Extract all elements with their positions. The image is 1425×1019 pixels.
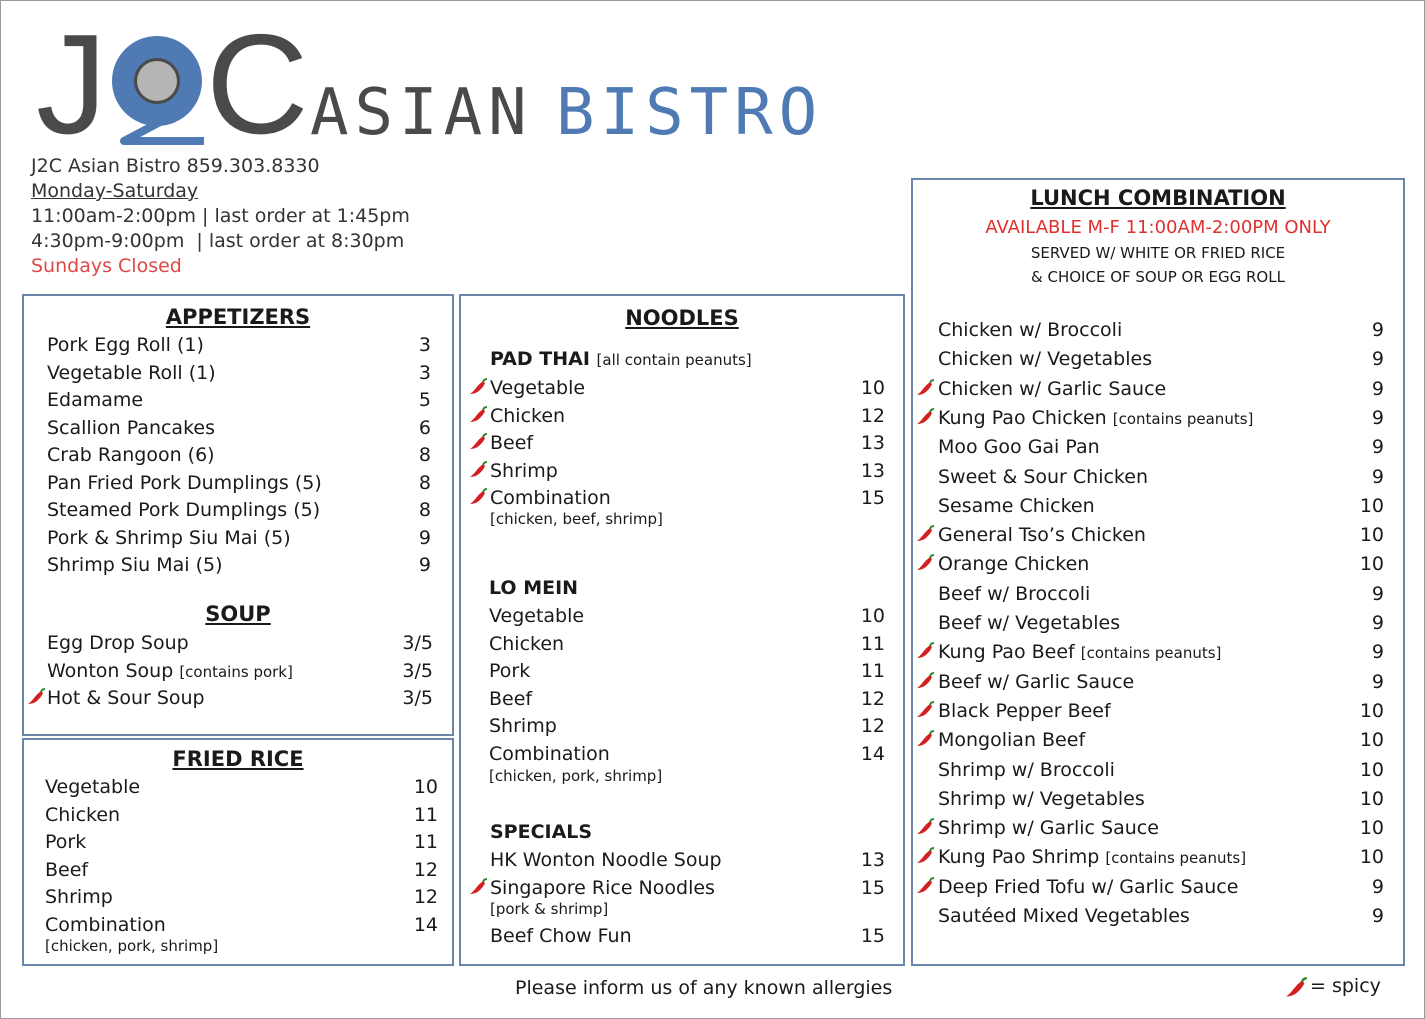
menu-item-price: 12 <box>413 886 438 908</box>
menu-item-name: Sautéed Mixed Vegetables <box>938 905 1190 927</box>
menu-item <box>938 788 1145 810</box>
menu-item <box>45 859 88 881</box>
chili-pepper-icon <box>1284 977 1310 999</box>
chili-pepper-icon <box>916 408 936 426</box>
pad-thai-note: [all contain peanuts] <box>596 351 752 369</box>
menu-item <box>490 849 722 871</box>
menu-item-name: Pork <box>489 660 531 682</box>
menu-item <box>47 554 223 576</box>
menu-item-price: 5 <box>418 389 431 411</box>
menu-item-price: 9 <box>1371 465 1384 488</box>
menu-item-name: Edamame <box>47 389 144 411</box>
menu-item <box>45 914 166 936</box>
menu-item-name: Shrimp w/ Vegetables <box>938 787 1145 810</box>
menu-item-price: 13 <box>860 849 885 871</box>
menu-item-price: 15 <box>860 487 885 509</box>
menu-item-name: Chicken <box>490 404 566 427</box>
menu-item <box>47 499 320 521</box>
menu-item-price: 10 <box>413 776 438 798</box>
menu-item-name: Egg Drop Soup <box>47 632 189 654</box>
pad-thai-combo-note: [chicken, beef, shrimp] <box>490 510 663 528</box>
menu-item-price: 3/5 <box>402 659 433 682</box>
menu-item <box>938 319 1122 341</box>
chili-pepper-icon <box>469 406 489 424</box>
menu-item-name: Beef w/ Broccoli <box>938 582 1091 605</box>
menu-item <box>938 846 1246 869</box>
menu-item-name: Vegetable Roll (1) <box>47 361 216 384</box>
menu-item <box>938 583 1090 605</box>
chili-pepper-icon <box>916 730 936 748</box>
menu-item <box>938 876 1238 898</box>
closed-notice: Sundays Closed <box>31 255 182 277</box>
fried-rice-title: FRIED RICE <box>172 747 304 771</box>
menu-item <box>490 432 533 454</box>
menu-item-price: 10 <box>1359 787 1384 810</box>
appetizers-soup-panel <box>22 294 454 736</box>
menu-item-name: Vegetable <box>490 377 586 399</box>
menu-item-price: 9 <box>1371 875 1384 898</box>
menu-item-price: 15 <box>860 877 885 899</box>
menu-item-name: Crab Rangoon (6) <box>47 444 215 466</box>
lunch-hours: 11:00am-2:00pm | last order at 1:45pm <box>31 205 410 227</box>
menu-item-price: 9 <box>1371 406 1384 429</box>
lunch-served-with: SERVED W/ WHITE OR FRIED RICE <box>1030 244 1286 262</box>
menu-item-price: 10 <box>1359 699 1384 722</box>
menu-item-name: Pork Egg Roll (1) <box>47 334 204 356</box>
menu-item-price: 14 <box>860 742 885 765</box>
menu-item-name: Shrimp <box>45 886 113 908</box>
menu-item <box>938 759 1115 781</box>
fried-rice-panel <box>22 738 454 966</box>
chili-pepper-icon <box>469 433 489 451</box>
menu-item <box>490 925 632 947</box>
allergy-notice: Please inform us of any known allergies <box>515 977 893 999</box>
menu-item-name: Vegetable <box>489 605 585 627</box>
dinner-hours: 4:30pm-9:00pm | last order at 8:30pm <box>31 230 405 252</box>
menu-item-price: 11 <box>413 831 438 853</box>
menu-item-name: Pork & Shrimp Siu Mai (5) <box>47 526 291 549</box>
menu-item <box>938 729 1085 751</box>
lo-mein-title: LO MEIN <box>489 577 579 599</box>
chili-pepper-icon <box>916 701 936 719</box>
menu-item-price: 10 <box>1359 817 1384 840</box>
menu-item-price: 13 <box>860 459 885 482</box>
menu-item-name: Shrimp <box>489 715 557 737</box>
menu-item <box>938 671 1134 693</box>
menu-item-price: 10 <box>860 377 885 399</box>
menu-item-name: Deep Fried Tofu w/ Garlic Sauce <box>938 875 1239 898</box>
menu-item <box>47 389 143 411</box>
menu-item-price: 10 <box>1359 524 1384 547</box>
menu-item-name: Kung Pao Chicken <box>938 406 1113 429</box>
menu-item <box>47 660 293 683</box>
menu-item-name: Beef Chow Fun <box>490 925 632 947</box>
menu-item <box>938 700 1111 722</box>
menu-item-name: Pork <box>45 831 87 853</box>
menu-item <box>938 495 1095 517</box>
specials-title: SPECIALS <box>490 821 593 843</box>
menu-item-price: 8 <box>418 471 431 494</box>
menu-item-price: 9 <box>1371 905 1384 927</box>
menu-item <box>490 405 565 427</box>
menu-item <box>45 776 140 798</box>
menu-item-name: Shrimp w/ Broccoli <box>938 758 1115 781</box>
menu-item-name: Mongolian Beef <box>938 729 1086 752</box>
menu-item <box>489 633 564 655</box>
name-phone: J2C Asian Bistro 859.303.8330 <box>31 155 320 177</box>
menu-item-price: 10 <box>1359 553 1384 576</box>
menu-item-name: Combination <box>45 913 166 936</box>
noodles-panel <box>459 294 905 966</box>
menu-item <box>47 527 291 549</box>
menu-item-price: 15 <box>860 925 885 947</box>
menu-item-name: Kung Pao Shrimp <box>938 846 1106 869</box>
menu-item <box>938 436 1100 458</box>
menu-item <box>490 460 558 482</box>
menu-item <box>45 886 113 908</box>
chili-pepper-icon <box>916 554 936 572</box>
chili-pepper-icon <box>469 878 489 896</box>
menu-item-price: 6 <box>418 416 431 439</box>
restaurant-logo <box>36 5 824 164</box>
menu-item-note: [contains pork] <box>179 662 293 681</box>
restaurant-info <box>31 154 410 279</box>
menu-item-price: 3 <box>418 361 431 384</box>
menu-item <box>47 417 215 439</box>
chili-pepper-icon <box>469 461 489 479</box>
menu-item <box>938 553 1089 575</box>
menu-item <box>489 605 584 627</box>
menu-item-name: Chicken <box>45 803 121 826</box>
menu-item <box>938 612 1120 634</box>
menu-item-price: 9 <box>418 554 431 576</box>
menu-item-price: 3/5 <box>402 687 433 709</box>
chili-pepper-icon <box>469 488 489 506</box>
menu-item <box>47 472 322 494</box>
menu-item <box>47 687 205 709</box>
chili-pepper-icon <box>916 877 936 895</box>
menu-item <box>938 524 1146 546</box>
menu-item <box>45 804 120 826</box>
menu-item <box>938 407 1253 430</box>
menu-item-price: 11 <box>413 803 438 826</box>
menu-item <box>490 377 585 399</box>
menu-item <box>489 660 530 682</box>
menu-item <box>489 715 557 737</box>
menu-item-price: 14 <box>413 913 438 936</box>
menu-item-name: Kung Pao Beef <box>938 641 1081 664</box>
menu-item <box>938 348 1152 370</box>
menu-item-price: 10 <box>1359 758 1384 781</box>
chili-pepper-icon <box>916 672 936 690</box>
logo-letter-j: J <box>36 5 107 164</box>
menu-item-price: 9 <box>418 526 431 549</box>
menu-item-name: Sweet & Sour Chicken <box>938 465 1148 488</box>
menu-item-name: HK Wonton Noodle Soup <box>490 849 722 871</box>
menu-item <box>489 688 532 710</box>
menu-item-name: Pan Fried Pork Dumplings (5) <box>47 471 322 494</box>
menu-item-name: Beef <box>45 858 89 881</box>
pad-thai-heading <box>490 348 752 370</box>
menu-item-price: 11 <box>860 632 885 655</box>
chili-pepper-icon <box>916 642 936 660</box>
fried-rice-combo-note: [chicken, pork, shrimp] <box>45 937 219 955</box>
chili-pepper-icon <box>916 379 936 397</box>
menu-item-name: Beef <box>489 687 533 710</box>
lunch-title: LUNCH COMBINATION <box>1030 186 1286 210</box>
menu-item-price: 3/5 <box>402 632 433 654</box>
menu-item <box>47 334 204 356</box>
menu-item-name: General Tso’s Chicken <box>938 524 1146 547</box>
menu-item-price: 9 <box>1371 612 1384 634</box>
menu-item <box>47 632 189 654</box>
noodles-title: NOODLES <box>625 306 739 330</box>
menu-item-price: 9 <box>1371 641 1384 664</box>
menu-item-price: 9 <box>1371 582 1384 605</box>
menu-item-price: 12 <box>413 858 438 881</box>
menu-item-name: Singapore Rice Noodles <box>490 877 715 899</box>
menu-item-name: Orange Chicken <box>938 553 1090 576</box>
menu-item <box>938 817 1159 839</box>
menu-item-name: Chicken w/ Vegetables <box>938 348 1153 371</box>
menu-item <box>47 444 215 466</box>
menu-item-price: 11 <box>860 660 885 682</box>
lunch-choice: & CHOICE OF SOUP OR EGG ROLL <box>1031 268 1285 286</box>
menu-item-name: Shrimp Siu Mai (5) <box>47 554 223 576</box>
menu-item-price: 8 <box>418 499 431 521</box>
menu-item-name: Combination <box>490 487 611 509</box>
menu-item-note: [contains peanuts] <box>1105 849 1247 868</box>
menu-item <box>938 378 1166 400</box>
logo-bistro-word: BISTRO <box>556 76 824 150</box>
chili-pepper-icon <box>916 525 936 543</box>
menu-item <box>938 905 1190 927</box>
appetizers-title: APPETIZERS <box>165 305 311 329</box>
menu-item <box>47 362 216 384</box>
menu-item-name: Shrimp <box>490 459 558 482</box>
logo-letter-c: C <box>206 5 309 164</box>
menu-item-price: 3 <box>418 334 431 356</box>
menu-item-name: Combination <box>489 742 610 765</box>
chili-pepper-icon <box>916 847 936 865</box>
menu-item-price: 10 <box>1359 494 1384 517</box>
menu-item <box>45 831 86 853</box>
lunch-combination-panel <box>911 178 1405 966</box>
chili-pepper-icon <box>916 818 936 836</box>
menu-item-price: 12 <box>860 687 885 710</box>
lunch-availability: AVAILABLE M-F 11:00AM-2:00PM ONLY <box>985 217 1331 238</box>
menu-item-name: Chicken w/ Garlic Sauce <box>938 377 1167 400</box>
menu-item-price: 9 <box>1371 348 1384 371</box>
menu-item-price: 12 <box>860 404 885 427</box>
menu-item-note: [contains peanuts] <box>1080 644 1222 663</box>
menu-item-name: Scallion Pancakes <box>47 416 215 439</box>
menu-item <box>490 487 611 509</box>
menu-item-note: [contains peanuts] <box>1112 409 1254 428</box>
spicy-legend-label: = spicy <box>1310 975 1381 997</box>
chili-pepper-icon <box>27 688 47 706</box>
menu-item-name: Beef w/ Garlic Sauce <box>938 670 1135 693</box>
chili-pepper-icon <box>469 378 489 396</box>
menu-item-price: 9 <box>1371 377 1384 400</box>
menu-item-name: Beef <box>490 432 534 454</box>
menu-item-price: 12 <box>860 715 885 737</box>
menu-item-price: 10 <box>1359 729 1384 752</box>
lo-mein-combo-note: [chicken, pork, shrimp] <box>489 767 663 785</box>
logo-asian-word: ASIAN <box>310 76 533 150</box>
menu-item-name: Shrimp w/ Garlic Sauce <box>938 817 1159 840</box>
singapore-note: [pork & shrimp] <box>490 900 609 918</box>
soup-title: SOUP <box>205 602 271 626</box>
menu-item-price: 9 <box>1371 319 1384 341</box>
menu-item-name: Vegetable <box>45 776 141 798</box>
pad-thai-title: PAD THAI <box>490 348 590 370</box>
menu-item-name: Sesame Chicken <box>938 494 1095 517</box>
menu-item <box>938 466 1148 488</box>
menu-item-name: Black Pepper Beef <box>938 699 1111 722</box>
menu-item-price: 10 <box>860 605 885 627</box>
menu-item-price: 10 <box>1359 846 1384 869</box>
menu-item-price: 9 <box>1371 436 1384 459</box>
menu-item-name: Hot & Sour Soup <box>47 687 205 709</box>
menu-item-name: Chicken <box>489 632 565 655</box>
menu-item <box>489 743 610 765</box>
menu-item <box>938 641 1221 664</box>
menu-item-name: Steamed Pork Dumplings (5) <box>47 499 321 521</box>
menu-item-name: Beef w/ Vegetables <box>938 612 1121 634</box>
menu-item-name: Chicken w/ Broccoli <box>938 319 1123 341</box>
menu-item-price: 13 <box>860 432 885 454</box>
logo-two-mark <box>110 28 210 148</box>
open-days: Monday-Saturday <box>31 180 199 202</box>
menu-item-price: 9 <box>1371 670 1384 693</box>
menu-item-price: 8 <box>418 444 431 466</box>
menu-item-name: Moo Goo Gai Pan <box>938 436 1100 459</box>
menu-item-name: Wonton Soup <box>47 659 180 682</box>
menu-item <box>490 877 715 899</box>
